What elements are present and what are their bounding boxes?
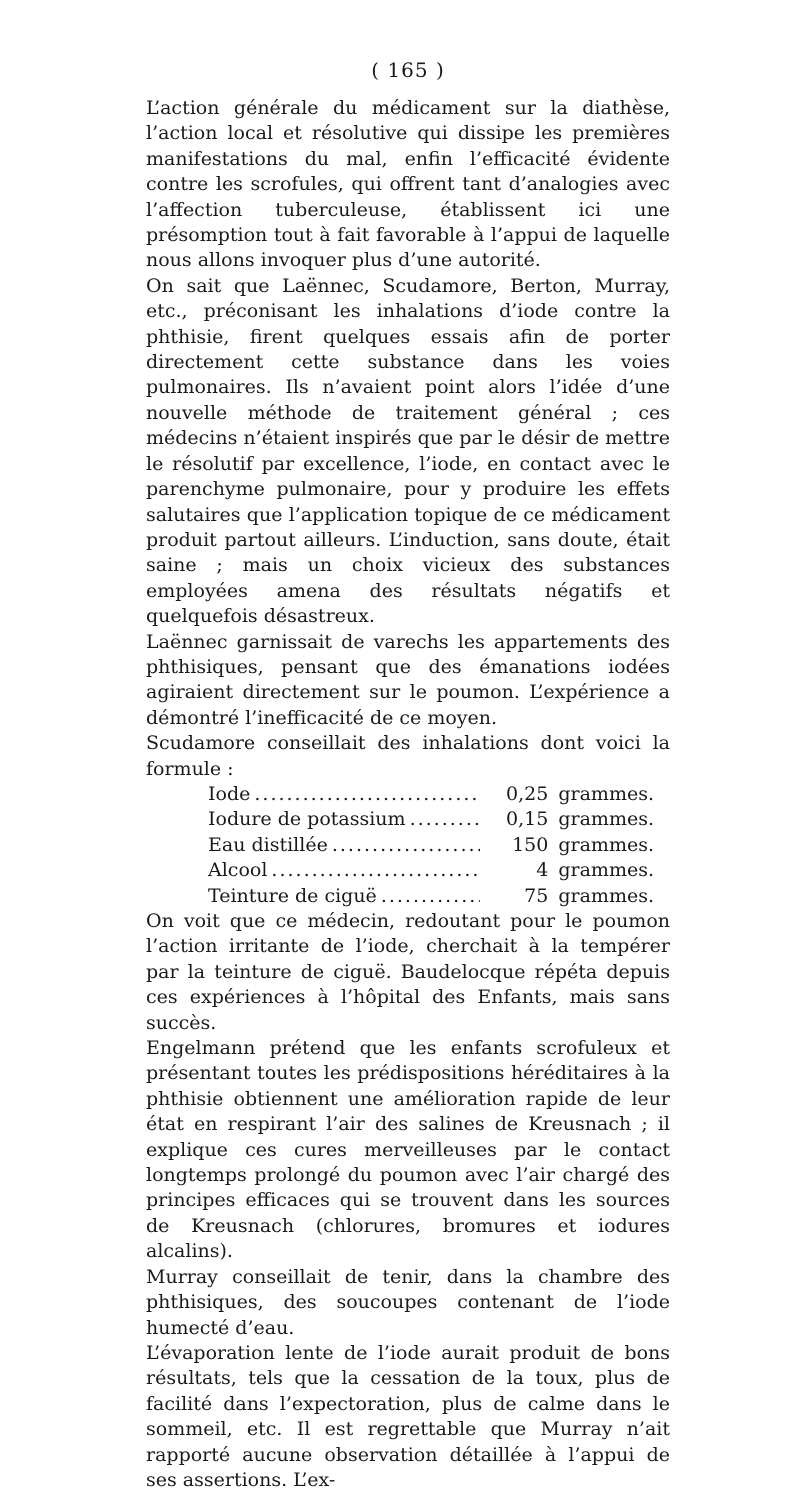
formula-row xyxy=(208,782,654,807)
ingredient-name: Alcool xyxy=(208,859,268,882)
paragraph-5: On voit que ce médecin, redoutant pour le poumon l’action irritante de l’iode, cherchait à la tempérer par la teinture de ciguë. Baudelocque répéta depuis ces expériences à l’hôpital des Enfants, mais sans succès. xyxy=(146,910,670,1034)
ingredient-unit: grammes. xyxy=(558,782,654,805)
paragraph-8: L’évaporation lente de l’iode aurait produit de bons résultats, tels que la cessation de la toux, plus de facilité dans l’expectoration, plus de calme dans le sommeil, etc. Il est regrettable que Murray n’ait rapporté aucune observation détaillée à l’appui de ses assertions. L’ex- xyxy=(146,1341,670,1491)
ingredient-name: Teinture de ciguë xyxy=(208,884,377,907)
ingredient-quantity: 150 xyxy=(512,833,549,856)
formula-row xyxy=(208,884,654,909)
ingredient-quantity: 4 xyxy=(536,859,549,882)
formula-table xyxy=(208,782,654,909)
ingredient-unit: grammes. xyxy=(558,833,654,856)
ingredient-unit: grammes. xyxy=(558,859,654,882)
dot-leader xyxy=(254,782,480,807)
paragraph-6: Engelmann prétend que les enfants scrofuleux et présentant toutes les prédispositions héréditaires à la phthisie obtiennent une amélioration rapide de leur état en respirant l’air des salines de Kreusnach ; il explique ces cures merveilleuses par le contact longtemps prolongé du poumon avec l’air chargé des principes efficaces qui se trouvent dans les sources de Kreusnach (chlorures, bromures et iodures alcalins). xyxy=(146,1037,670,1263)
dot-leader xyxy=(271,858,480,883)
formula-row xyxy=(208,833,654,858)
paragraph-1: L’action générale du médicament sur la diathèse, l’action local et résolutive qui dissipe les premières manifestations du mal, enfin l’efficacité évidente contre les scrofules, qui offrent tant d’analogies avec l’affection tuberculeuse, établissent ici une présomption tout à fait favorable à l’appui de laquelle nous allons invoquer plus d’une autorité. xyxy=(146,97,670,272)
paragraph-4: Scudamore conseillait des inhalations dont voici la formule : xyxy=(146,732,670,780)
ingredient-unit: grammes. xyxy=(558,884,654,907)
formula-row xyxy=(208,807,654,832)
ingredient-quantity: 0,15 xyxy=(506,808,549,831)
paragraph-2: On sait que Laënnec, Scudamore, Berton, Murray, etc., préconisant les inhalations d’iode contre la phthisie, firent quelques essais afin de porter directement cette substance dans les voies pulmonaires. Ils n’avaient point alors l’idée d’une nouvelle méthode de traitement général ; ces médecins n’étaient inspirés que par le désir de mettre le résolutif par excellence, l’iode, en contact avec le parenchyme pulmonaire, pour y produire les effets salutaires que l’application topique de ce médicament produit partout ailleurs. L’induction, sans doute, était saine ; mais un choix vicieux des substances employées amena des résultats négatifs et quelquefois désastreux. xyxy=(146,274,670,628)
ingredient-name: Iode xyxy=(208,782,251,805)
paragraph-7: Murray conseillait de tenir, dans la chambre des phthisiques, des soucoupes contenant de l’iode humecté d’eau. xyxy=(146,1265,670,1339)
ingredient-quantity: 0,25 xyxy=(506,782,549,805)
ingredient-name: Iodure de potassium xyxy=(208,808,406,831)
page-number: ( 165 ) xyxy=(371,58,445,82)
paragraph-3: Laënnec garnissait de varechs les appartements des phthisiques, pensant que des émanations iodées agiraient directement sur le poumon. L’expérience a démontré l’inefficacité de ce moyen. xyxy=(146,630,670,729)
dot-leader xyxy=(410,807,481,832)
ingredient-quantity: 75 xyxy=(524,884,549,907)
ingredient-unit: grammes. xyxy=(558,808,654,831)
ingredient-name: Eau distillée xyxy=(208,833,328,856)
dot-leader xyxy=(381,884,481,909)
dot-leader xyxy=(332,833,481,858)
formula-row xyxy=(208,858,654,883)
